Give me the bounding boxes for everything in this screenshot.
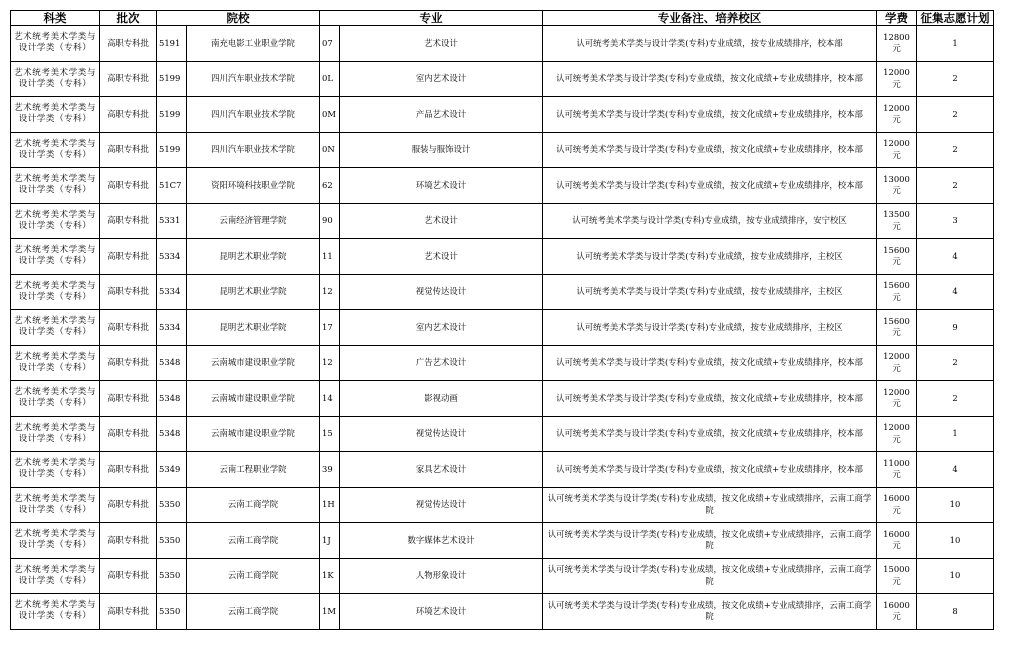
row-school-code: 5199	[157, 61, 187, 97]
row-major-code: 0N	[320, 132, 340, 168]
row-batch: 高职专科批	[100, 487, 157, 523]
row-school-code: 5350	[157, 594, 187, 630]
row-plan: 2	[917, 345, 994, 381]
row-note: 认可统考美术学类与设计学类(专科)专业成绩，按专业成绩排序，安宁校区	[543, 203, 877, 239]
row-note: 认可统考美术学类与设计学类(专科)专业成绩，按文化成绩+专业成绩排序，校本部	[543, 416, 877, 452]
row-major-code: 11	[320, 239, 340, 275]
row-tuition: 12000元	[877, 97, 917, 133]
row-major: 家具艺术设计	[340, 452, 543, 488]
row-plan: 9	[917, 310, 994, 346]
header-note: 专业备注、培养校区	[543, 11, 877, 26]
row-tuition: 12000元	[877, 345, 917, 381]
row-school-code: 5199	[157, 132, 187, 168]
row-category: 艺术统考美术学类与设计学类（专科）	[11, 452, 100, 488]
row-batch: 高职专科批	[100, 203, 157, 239]
row-major-code: 1K	[320, 558, 340, 594]
row-tuition: 13500元	[877, 203, 917, 239]
row-plan: 2	[917, 61, 994, 97]
row-category: 艺术统考美术学类与设计学类（专科）	[11, 61, 100, 97]
row-plan: 2	[917, 97, 994, 133]
table-row	[11, 168, 994, 204]
row-note: 认可统考美术学类与设计学类(专科)专业成绩，按文化成绩+专业成绩排序，云南工商学院	[543, 558, 877, 594]
row-note: 认可统考美术学类与设计学类(专科)专业成绩，按文化成绩+专业成绩排序，云南工商学院	[543, 523, 877, 559]
row-category: 艺术统考美术学类与设计学类（专科）	[11, 416, 100, 452]
row-major: 视觉传达设计	[340, 274, 543, 310]
table-header	[11, 11, 994, 26]
row-note: 认可统考美术学类与设计学类(专科)专业成绩，按文化成绩+专业成绩排序，校本部	[543, 97, 877, 133]
row-school: 资阳环境科技职业学院	[187, 168, 320, 204]
row-school-code: 5348	[157, 381, 187, 417]
row-category: 艺术统考美术学类与设计学类（专科）	[11, 274, 100, 310]
table-row	[11, 132, 994, 168]
row-major: 视觉传达设计	[340, 416, 543, 452]
row-category: 艺术统考美术学类与设计学类（专科）	[11, 487, 100, 523]
row-major: 艺术设计	[340, 26, 543, 62]
row-batch: 高职专科批	[100, 26, 157, 62]
row-plan: 4	[917, 239, 994, 275]
header-plan: 征集志愿计划	[917, 11, 994, 26]
row-plan: 10	[917, 523, 994, 559]
row-note: 认可统考美术学类与设计学类(专科)专业成绩，按文化成绩+专业成绩排序，校本部	[543, 168, 877, 204]
row-school: 云南工商学院	[187, 594, 320, 630]
row-major-code: 1J	[320, 523, 340, 559]
row-school: 昆明艺术职业学院	[187, 310, 320, 346]
row-plan: 4	[917, 452, 994, 488]
row-major-code: 0L	[320, 61, 340, 97]
row-plan: 10	[917, 487, 994, 523]
row-batch: 高职专科批	[100, 132, 157, 168]
table-row	[11, 558, 994, 594]
row-batch: 高职专科批	[100, 594, 157, 630]
header-row	[11, 11, 994, 26]
row-category: 艺术统考美术学类与设计学类（专科）	[11, 203, 100, 239]
row-major: 环境艺术设计	[340, 168, 543, 204]
table-row	[11, 26, 994, 62]
header-batch: 批次	[100, 11, 157, 26]
row-note: 认可统考美术学类与设计学类(专科)专业成绩，按文化成绩+专业成绩排序，云南工商学院	[543, 487, 877, 523]
row-school: 四川汽车职业技术学院	[187, 132, 320, 168]
row-school: 四川汽车职业技术学院	[187, 61, 320, 97]
row-plan: 2	[917, 132, 994, 168]
row-category: 艺术统考美术学类与设计学类（专科）	[11, 310, 100, 346]
row-category: 艺术统考美术学类与设计学类（专科）	[11, 381, 100, 417]
row-tuition: 13000元	[877, 168, 917, 204]
row-batch: 高职专科批	[100, 274, 157, 310]
row-tuition: 15600元	[877, 239, 917, 275]
row-major: 环境艺术设计	[340, 594, 543, 630]
row-school: 南充电影工业职业学院	[187, 26, 320, 62]
row-school: 四川汽车职业技术学院	[187, 97, 320, 133]
row-category: 艺术统考美术学类与设计学类（专科）	[11, 594, 100, 630]
row-note: 认可统考美术学类与设计学类(专科)专业成绩，按专业成绩排序，主校区	[543, 274, 877, 310]
row-school-code: 5348	[157, 416, 187, 452]
row-school-code: 5199	[157, 97, 187, 133]
row-tuition: 15600元	[877, 310, 917, 346]
row-plan: 3	[917, 203, 994, 239]
row-category: 艺术统考美术学类与设计学类（专科）	[11, 168, 100, 204]
table-row	[11, 239, 994, 275]
row-tuition: 16000元	[877, 487, 917, 523]
row-school-code: 5334	[157, 274, 187, 310]
row-school: 云南经济管理学院	[187, 203, 320, 239]
row-note: 认可统考美术学类与设计学类(专科)专业成绩，按文化成绩+专业成绩排序，校本部	[543, 345, 877, 381]
row-major-code: 17	[320, 310, 340, 346]
row-note: 认可统考美术学类与设计学类(专科)专业成绩，按专业成绩排序，主校区	[543, 239, 877, 275]
row-major-code: 1M	[320, 594, 340, 630]
row-batch: 高职专科批	[100, 381, 157, 417]
row-tuition: 15000元	[877, 558, 917, 594]
row-tuition: 11000元	[877, 452, 917, 488]
header-major: 专业	[320, 11, 543, 26]
row-school-code: 5350	[157, 558, 187, 594]
row-note: 认可统考美术学类与设计学类(专科)专业成绩，按文化成绩+专业成绩排序，校本部	[543, 381, 877, 417]
row-batch: 高职专科批	[100, 239, 157, 275]
table-row	[11, 61, 994, 97]
row-batch: 高职专科批	[100, 97, 157, 133]
row-plan: 1	[917, 26, 994, 62]
row-batch: 高职专科批	[100, 168, 157, 204]
header-tuition: 学费	[877, 11, 917, 26]
header-school: 院校	[157, 11, 320, 26]
row-note: 认可统考美术学类与设计学类(专科)专业成绩，按文化成绩+专业成绩排序，校本部	[543, 61, 877, 97]
row-major: 室内艺术设计	[340, 310, 543, 346]
row-school-code: 5191	[157, 26, 187, 62]
row-major-code: 62	[320, 168, 340, 204]
row-batch: 高职专科批	[100, 416, 157, 452]
row-major: 人物形象设计	[340, 558, 543, 594]
row-note: 认可统考美术学类与设计学类(专科)专业成绩，按文化成绩+专业成绩排序，校本部	[543, 132, 877, 168]
row-school: 云南城市建设职业学院	[187, 416, 320, 452]
row-major: 影视动画	[340, 381, 543, 417]
row-major: 视觉传达设计	[340, 487, 543, 523]
table-row	[11, 594, 994, 630]
table-row	[11, 452, 994, 488]
row-major: 服装与服饰设计	[340, 132, 543, 168]
row-school: 云南工商学院	[187, 558, 320, 594]
row-major-code: 39	[320, 452, 340, 488]
row-major-code: 15	[320, 416, 340, 452]
row-school-code: 5349	[157, 452, 187, 488]
table-row	[11, 345, 994, 381]
row-tuition: 12800元	[877, 26, 917, 62]
row-tuition: 12000元	[877, 381, 917, 417]
row-school-code: 5350	[157, 487, 187, 523]
row-major-code: 1H	[320, 487, 340, 523]
row-school-code: 5334	[157, 239, 187, 275]
row-major: 产品艺术设计	[340, 97, 543, 133]
row-major: 数字媒体艺术设计	[340, 523, 543, 559]
row-note: 认可统考美术学类与设计学类(专科)专业成绩，按文化成绩+专业成绩排序，云南工商学院	[543, 594, 877, 630]
row-tuition: 12000元	[877, 132, 917, 168]
row-category: 艺术统考美术学类与设计学类（专科）	[11, 345, 100, 381]
row-school: 昆明艺术职业学院	[187, 274, 320, 310]
row-major: 艺术设计	[340, 203, 543, 239]
row-school-code: 5350	[157, 523, 187, 559]
row-category: 艺术统考美术学类与设计学类（专科）	[11, 523, 100, 559]
row-batch: 高职专科批	[100, 61, 157, 97]
header-category: 科类	[11, 11, 100, 26]
table-body	[11, 26, 994, 630]
row-school-code: 51C7	[157, 168, 187, 204]
row-major-code: 14	[320, 381, 340, 417]
row-school: 云南工商学院	[187, 487, 320, 523]
table-row	[11, 310, 994, 346]
row-plan: 2	[917, 381, 994, 417]
row-tuition: 15600元	[877, 274, 917, 310]
row-school: 昆明艺术职业学院	[187, 239, 320, 275]
row-school-code: 5348	[157, 345, 187, 381]
row-batch: 高职专科批	[100, 310, 157, 346]
row-major-code: 90	[320, 203, 340, 239]
table-row	[11, 416, 994, 452]
row-major-code: 12	[320, 274, 340, 310]
row-major-code: 07	[320, 26, 340, 62]
row-note: 认可统考美术学类与设计学类(专科)专业成绩，按专业成绩排序，主校区	[543, 310, 877, 346]
admission-plan-table	[10, 10, 994, 630]
row-school: 云南城市建设职业学院	[187, 381, 320, 417]
row-tuition: 16000元	[877, 523, 917, 559]
row-batch: 高职专科批	[100, 558, 157, 594]
table-row	[11, 487, 994, 523]
row-school: 云南工商学院	[187, 523, 320, 559]
row-batch: 高职专科批	[100, 523, 157, 559]
row-plan: 2	[917, 168, 994, 204]
row-school-code: 5331	[157, 203, 187, 239]
row-major: 室内艺术设计	[340, 61, 543, 97]
row-plan: 10	[917, 558, 994, 594]
row-major-code: 12	[320, 345, 340, 381]
table-row	[11, 523, 994, 559]
row-category: 艺术统考美术学类与设计学类（专科）	[11, 97, 100, 133]
row-note: 认可统考美术学类与设计学类(专科)专业成绩，按文化成绩+专业成绩排序，校本部	[543, 452, 877, 488]
table-row	[11, 381, 994, 417]
row-tuition: 16000元	[877, 594, 917, 630]
table-row	[11, 97, 994, 133]
row-category: 艺术统考美术学类与设计学类（专科）	[11, 558, 100, 594]
row-school: 云南工程职业学院	[187, 452, 320, 488]
row-category: 艺术统考美术学类与设计学类（专科）	[11, 239, 100, 275]
row-major-code: 0M	[320, 97, 340, 133]
row-major: 广告艺术设计	[340, 345, 543, 381]
row-tuition: 12000元	[877, 416, 917, 452]
row-school-code: 5334	[157, 310, 187, 346]
row-batch: 高职专科批	[100, 345, 157, 381]
row-batch: 高职专科批	[100, 452, 157, 488]
row-plan: 8	[917, 594, 994, 630]
row-category: 艺术统考美术学类与设计学类（专科）	[11, 26, 100, 62]
row-school: 云南城市建设职业学院	[187, 345, 320, 381]
table-row	[11, 203, 994, 239]
table-row	[11, 274, 994, 310]
row-plan: 4	[917, 274, 994, 310]
row-plan: 1	[917, 416, 994, 452]
row-major: 艺术设计	[340, 239, 543, 275]
row-category: 艺术统考美术学类与设计学类（专科）	[11, 132, 100, 168]
row-tuition: 12000元	[877, 61, 917, 97]
row-note: 认可统考美术学类与设计学类(专科)专业成绩，按专业成绩排序，校本部	[543, 26, 877, 62]
